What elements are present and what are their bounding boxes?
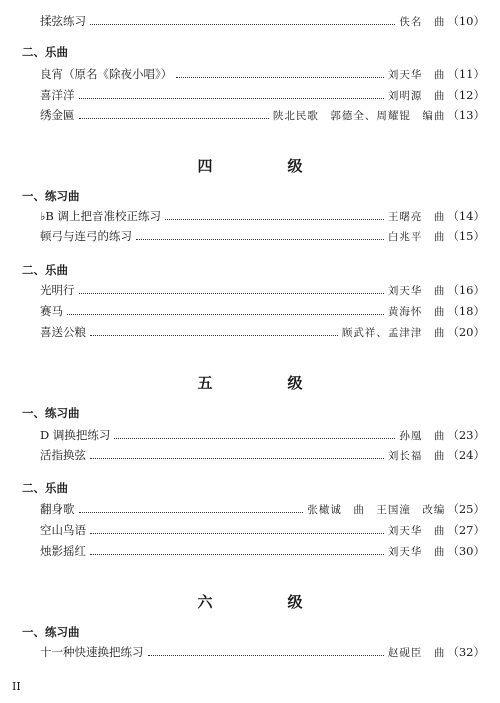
leader-dots [148,645,384,656]
section-heading-pieces: 二、乐曲 [22,45,68,59]
entry-title: 烛影摇红 [40,544,86,558]
entry-page: （18） [447,304,485,318]
entry-credit: 顾武祥、孟津津 曲 [341,327,446,339]
entry-title: 活指换弦 [40,448,86,462]
level-heading-five [0,373,500,393]
entry-page: （16） [447,283,485,297]
entry-page: （15） [447,229,485,243]
page-number: II [12,680,21,693]
entry-credit: 刘天华 曲 [387,525,446,537]
entry-title: 赛马 [40,304,63,318]
entry-credit: 陕北民歌 郭德全、周耀锟 编曲 [272,110,446,122]
entry-credit: 刘明源 曲 [387,90,446,102]
toc-entry[interactable] [40,543,485,559]
entry-page: （12） [447,88,485,102]
entry-title: 空山鸟语 [40,523,86,537]
leader-dots [90,523,384,534]
entry-page: （10） [447,14,485,28]
entry-credit: 刘长福 曲 [387,450,446,462]
entry-credit: 孙凰 曲 [399,430,446,442]
toc-entry[interactable] [40,208,485,224]
leader-dots [176,67,384,78]
leader-dots [136,229,384,240]
entry-credit: 王曙亮 曲 [387,211,446,223]
entry-title: 十一种快速换把练习 [40,645,144,659]
toc-entry[interactable] [40,66,485,82]
leader-dots [79,88,384,99]
entry-title: 良宵（原名《除夜小唱》） [40,67,173,81]
entry-page: （11） [447,67,485,81]
toc-entry[interactable] [40,522,485,538]
entry-page: （20） [447,325,485,339]
entry-title: 揉弦练习 [40,14,86,28]
entry-page: （24） [447,448,485,462]
toc-entry[interactable] [40,501,485,517]
leader-dots [79,283,384,294]
toc-entry[interactable] [40,447,485,463]
entry-title: ♭B 调上把音准校正练习 [40,209,162,223]
entry-title: 喜洋洋 [40,88,75,102]
entry-page: （30） [447,544,485,558]
level-heading-six [0,592,500,612]
entry-credit: 白兆平 曲 [387,231,446,243]
entry-page: （14） [447,209,485,223]
entry-credit: 刘天华 曲 [387,285,446,297]
section-heading-pieces: 二、乐曲 [22,263,68,277]
section-heading-pieces: 二、乐曲 [22,481,68,495]
leader-dots [114,428,395,439]
toc-entry[interactable] [40,107,485,123]
toc-entry[interactable] [40,87,485,103]
level-heading-text: 五 级 [197,374,333,392]
entry-title: 光明行 [40,283,75,297]
level-heading-text: 四 级 [197,157,333,175]
level-heading-four [0,156,500,176]
entry-title: D 调换把练习 [40,428,111,442]
toc-entry[interactable] [40,644,485,660]
toc-entry[interactable] [40,427,485,443]
entry-title: 绣金匾 [40,108,75,122]
level-heading-text: 六 级 [197,593,333,611]
section-heading-exercises: 一、练习曲 [22,189,80,203]
leader-dots [79,108,269,119]
entry-page: （27） [447,523,485,537]
entry-page: （23） [447,428,485,442]
toc-entry[interactable] [40,282,485,298]
toc-entry[interactable] [40,303,485,319]
entry-credit: 刘天华 曲 [387,546,446,558]
entry-credit: 黄海怀 曲 [387,306,446,318]
section-heading-exercises: 一、练习曲 [22,625,80,639]
entry-title: 喜送公粮 [40,325,86,339]
leader-dots [90,544,384,555]
entry-title: 翻身歌 [40,502,75,516]
leader-dots [165,209,384,220]
leader-dots [79,502,304,513]
toc-entry[interactable] [40,324,485,340]
leader-dots [90,14,395,25]
entry-page: （25） [447,502,485,516]
leader-dots [90,325,338,336]
entry-page: （13） [447,108,485,122]
entry-page: （32） [447,645,485,659]
entry-credit: 赵砚臣 曲 [387,647,446,659]
leader-dots [90,448,384,459]
section-heading-exercises: 一、练习曲 [22,406,80,420]
toc-entry[interactable] [40,13,485,29]
entry-credit: 张橄诚 曲 王国潼 改编 [307,504,446,516]
leader-dots [67,304,384,315]
entry-credit: 刘天华 曲 [387,69,446,81]
toc-entry[interactable] [40,228,485,244]
entry-title: 顿弓与连弓的练习 [40,229,132,243]
entry-credit: 佚名 曲 [399,16,446,28]
